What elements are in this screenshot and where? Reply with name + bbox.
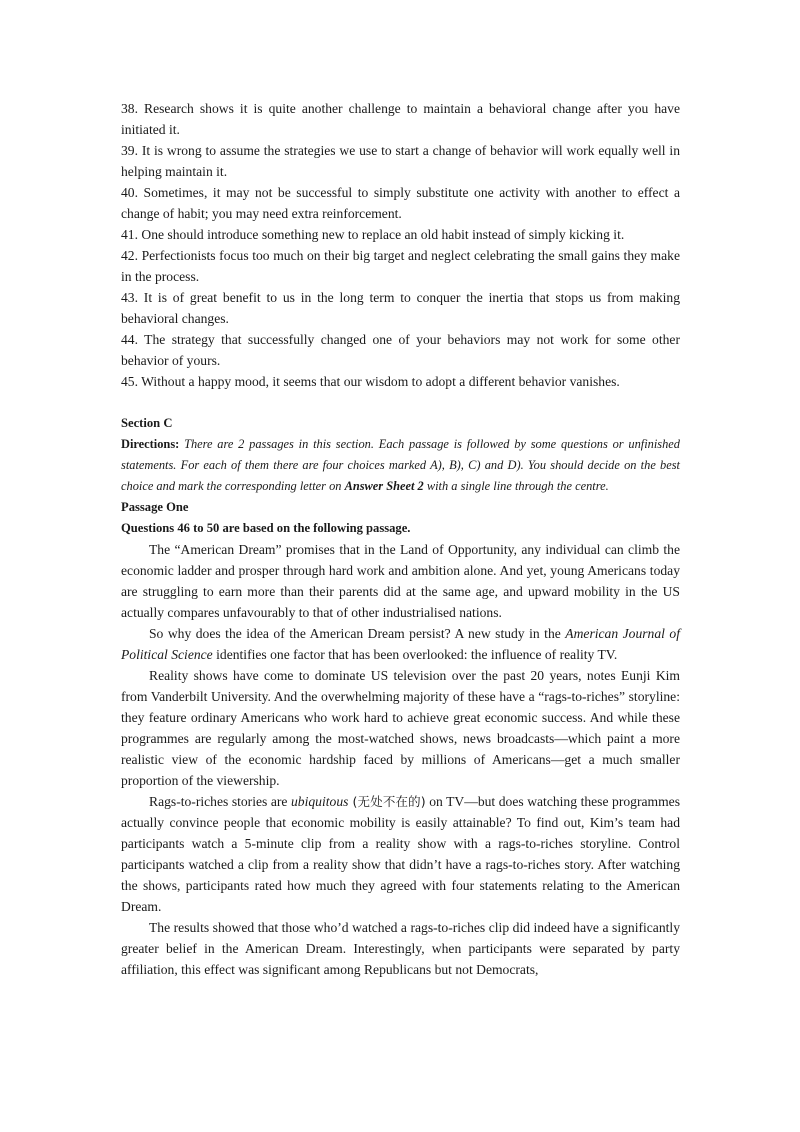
passage-paragraph-3: Reality shows have come to dominate US television over the past 20 years, notes Eunji Kim from Vanderbilt University. And the overwhelming majority of these have a “rags-to-riches” storyline: they feature ordinary Americans who work hard to achieve great economic success. And while these programmes are regularly among the most-watched shows, news broadcasts—which paint a more realistic view of the economic hardship faced by millions of Americans—get a much smaller proportion of the viewership. [121,668,680,788]
section-heading: Section C [121,416,173,430]
questions-note: Questions 46 to 50 are based on the following passage. [121,521,411,535]
statement-44: 44. The strategy that successfully changed one of your behaviors may not work for some other behavior of yours. [121,332,680,368]
answer-sheet-ref: Answer Sheet 2 [344,479,424,493]
statement-42: 42. Perfectionists focus too much on their big target and neglect celebrating the small gains they make in the process. [121,248,680,284]
paragraph-text: So why does the idea of the American Dream persist? A new study in the [149,626,566,641]
directions-label: Directions: [121,437,180,451]
spacer [121,392,680,413]
chinese-gloss: (无处不在的) [348,794,426,809]
statement-40: 40. Sometimes, it may not be successful to simply substitute one activity with another to effect a change of habit; you may need extra reinforcement. [121,185,680,221]
directions-text: There are 2 passages in this section. Each passage is followed by some questions or unfinished statements. For each of them there are four choices marked A), B), C) and D). You should decide on the best choice and mark the corresponding letter on [121,437,680,493]
statement-38: 38. Research shows it is quite another challenge to maintain a behavioral change after you have initiated it. [121,101,680,137]
paragraph-text: Rags-to-riches stories are [149,794,291,809]
statement-45: 45. Without a happy mood, it seems that our wisdom to adopt a different behavior vanishes. [121,374,620,389]
passage-paragraph-5: The results showed that those who’d watched a rags-to-riches clip did indeed have a significantly greater belief in the American Dream. Interestingly, when participants were separated by party affiliation, this effect was significant among Republicans but not Democrats, [121,920,680,977]
passage-paragraph-2 [121,623,680,665]
paragraph-text: on TV—but does watching these programmes actually convince people that economic mobility is easily attainable? To find out, Kim’s team had participants watch a 5-minute clip from a reality show with a rags-to-riches storyline. Control participants watched a clip from a reality show that didn’t have a rags-to-riches story. After watching the shows, participants rated how much they agreed with four statements relating to the American Dream. [121,794,680,914]
vocabulary-word: ubiquitous [291,794,349,809]
statement-41: 41. One should introduce something new to replace an old habit instead of simply kicking it. [121,227,625,242]
directions-block [121,434,680,497]
directions-text-end: with a single line through the centre. [423,479,609,493]
statement-39: 39. It is wrong to assume the strategies we use to start a change of behavior will work equally well in helping maintain it. [121,143,680,179]
statement-43: 43. It is of great benefit to us in the long term to conquer the inertia that stops us from making behavioral changes. [121,290,680,326]
passage-title: Passage One [121,500,189,514]
statement-list [121,98,680,392]
paragraph-text: identifies one factor that has been overlooked: the influence of reality TV. [212,647,618,662]
passage-paragraph-1: The “American Dream” promises that in the Land of Opportunity, any individual can climb the economic ladder and prosper through hard work and ambition alone. And yet, young Americans today are struggling to earn more than their parents did at the same age, and upward mobility in the US actually compares unfavourably to that of other industrialised nations. [121,542,680,620]
document-page [121,98,680,980]
passage-paragraph-4 [121,791,680,917]
journal-title: American Journal of Political Science [121,626,681,662]
